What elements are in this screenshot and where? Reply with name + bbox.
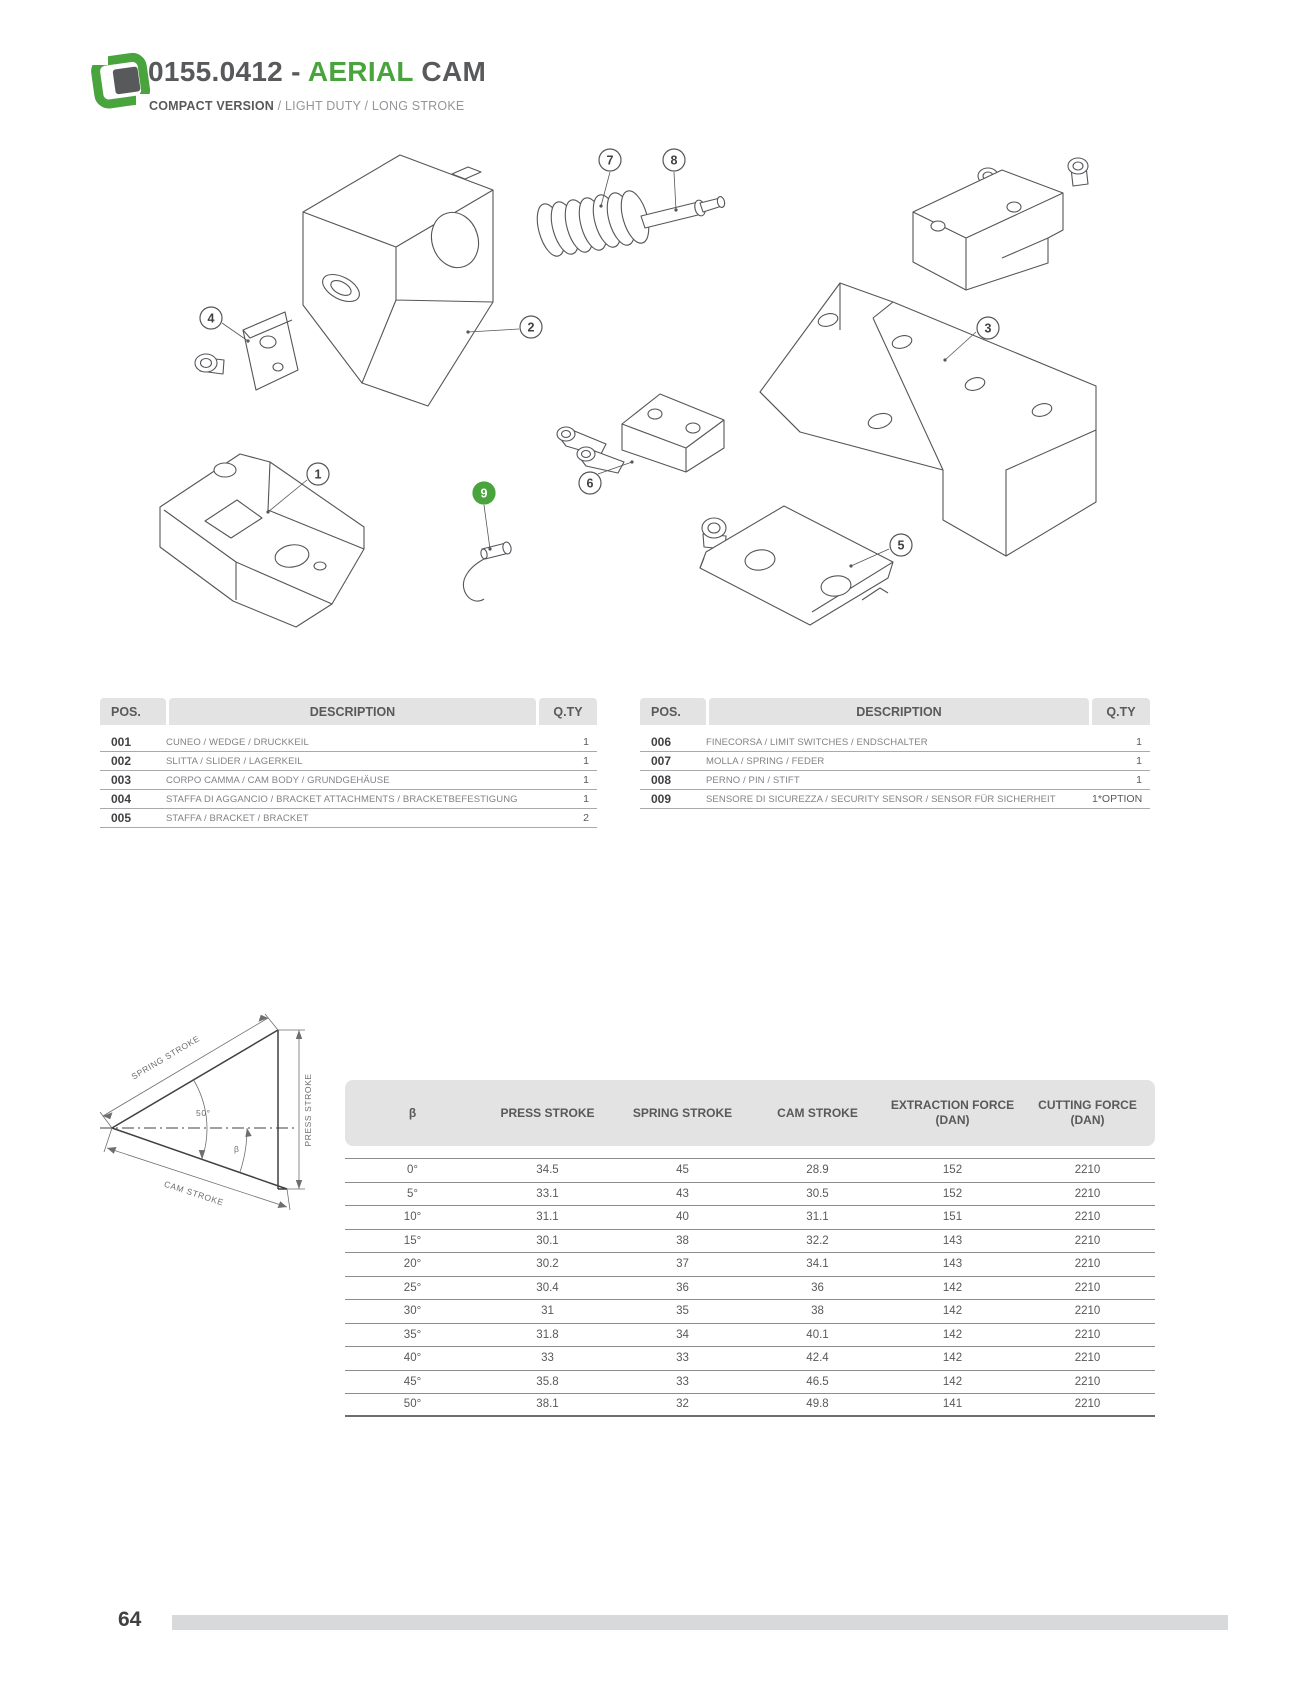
spec-column-header: [885, 1080, 1020, 1146]
col-header-qty: Q.TY: [539, 698, 597, 725]
balloon-2: [520, 316, 542, 338]
spec-press-stroke: 30.4: [536, 1281, 559, 1294]
part-pos: 002: [111, 754, 132, 768]
col-header-description: DESCRIPTION: [169, 698, 536, 725]
spec-column-label: CAM STROKE: [777, 1105, 858, 1120]
col-header-description: DESCRIPTION: [709, 698, 1089, 725]
spec-spring-stroke: 36: [676, 1281, 689, 1294]
page-title: [148, 56, 486, 88]
table-row: [640, 771, 1150, 790]
table-row: [100, 771, 597, 790]
spec-spring-stroke: 45: [676, 1164, 689, 1177]
part-description: MOLLA / SPRING / FEDER: [706, 755, 825, 767]
spec-cutting-force: 2210: [1074, 1398, 1101, 1411]
spec-table-row: [345, 1276, 1155, 1300]
spec-cutting-force: 2210: [1074, 1375, 1101, 1388]
spec-spring-stroke: 33: [676, 1375, 689, 1388]
parts-table-header: [640, 698, 1150, 725]
spec-press-stroke: 31.1: [536, 1211, 559, 1224]
spec-cam-stroke: 40.1: [806, 1328, 829, 1341]
spec-press-stroke: 30.1: [536, 1234, 559, 1247]
part-qty: 1: [583, 774, 589, 786]
product-code: 0155.0412 -: [148, 56, 308, 87]
part-description: PERNO / PIN / STIFT: [706, 774, 800, 786]
spec-spring-stroke: 35: [676, 1305, 689, 1318]
svg-text:CAM STROKE: CAM STROKE: [162, 1178, 226, 1208]
table-row: [100, 790, 597, 809]
spec-extraction-force: 141: [942, 1398, 963, 1411]
spec-angle: 25°: [403, 1281, 422, 1294]
spec-angle: 15°: [403, 1234, 422, 1247]
spec-column-label: EXTRACTION FORCE: [890, 1098, 1015, 1112]
spec-table-row: [345, 1205, 1155, 1229]
balloon-4: [200, 307, 222, 329]
spec-column-header: [345, 1080, 480, 1146]
part-pos: 001: [111, 735, 132, 749]
spec-cam-stroke: 49.8: [806, 1398, 829, 1411]
table-row: [100, 733, 597, 752]
part-pin: [641, 196, 726, 228]
parts-table-body: [100, 733, 597, 828]
balloon-6: [579, 472, 601, 494]
part-limit-switch-block: [557, 394, 724, 473]
svg-text:9: 9: [480, 486, 488, 501]
spec-cam-stroke: 36: [811, 1281, 824, 1294]
beta-arc: [234, 1127, 252, 1172]
spec-table-row: [345, 1370, 1155, 1394]
balloon-7: [599, 149, 621, 171]
spec-cutting-force: 2210: [1074, 1211, 1101, 1224]
spec-cutting-force: 2210: [1074, 1281, 1101, 1294]
spec-cam-stroke: 28.9: [806, 1164, 829, 1177]
spec-press-stroke: 31: [541, 1305, 554, 1318]
part-description: SENSORE DI SICUREZZA / SECURITY SENSOR / SENSOR FÜR SICHERHEIT: [706, 793, 1056, 805]
spec-cam-stroke: 38: [811, 1305, 824, 1318]
spec-extraction-force: 142: [942, 1305, 963, 1318]
svg-text:7: 7: [606, 153, 614, 168]
svg-text:8: 8: [670, 153, 678, 168]
footer-bar: [172, 1615, 1228, 1630]
spec-column-header: [480, 1080, 615, 1146]
spec-extraction-force: 142: [942, 1328, 963, 1341]
spec-table-row: [345, 1158, 1155, 1182]
spec-column-label: PRESS STROKE: [500, 1105, 595, 1120]
part-qty: 1: [1136, 755, 1142, 767]
part-pos: 009: [651, 792, 672, 806]
spec-column-label: β: [408, 1105, 417, 1120]
part-description: STAFFA DI AGGANCIO / BRACKET ATTACHMENTS / BRACKETBEFESTIGUNG: [166, 793, 518, 805]
part-description: CUNEO / WEDGE / DRUCKKEIL: [166, 736, 309, 748]
spec-extraction-force: 151: [942, 1211, 963, 1224]
spec-cutting-force: 2210: [1074, 1328, 1101, 1341]
spec-spring-stroke: 43: [676, 1187, 689, 1200]
spec-spring-stroke: 40: [676, 1211, 689, 1224]
part-description: STAFFA / BRACKET / BRACKET: [166, 812, 309, 824]
table-row: [100, 809, 597, 828]
spec-table-row: [345, 1182, 1155, 1206]
parts-table-right: [640, 698, 1150, 809]
page-number: 64: [118, 1608, 142, 1631]
table-row: [640, 752, 1150, 771]
svg-text:50°: 50°: [196, 1108, 211, 1118]
part-description: SLITTA / SLIDER / LAGERKEIL: [166, 755, 303, 767]
spec-press-stroke: 38.1: [536, 1398, 559, 1411]
spring-stroke-dimension: [100, 1014, 278, 1128]
svg-text:β: β: [234, 1144, 240, 1154]
brand-logo-icon: [90, 50, 154, 112]
spec-cam-stroke: 34.1: [806, 1258, 829, 1271]
table-row: [640, 733, 1150, 752]
angle-50-arc: [193, 1079, 211, 1159]
spec-extraction-force: 142: [942, 1281, 963, 1294]
spec-column-unit: (DAN): [1070, 1113, 1105, 1127]
spec-table-row: [345, 1393, 1155, 1417]
spec-spring-stroke: 38: [676, 1234, 689, 1247]
cam-stroke-dimension: [104, 1128, 290, 1210]
balloon-1: [307, 463, 329, 485]
part-description: CORPO CAMMA / CAM BODY / GRUNDGEHÄUSE: [166, 774, 390, 786]
spec-cutting-force: 2210: [1074, 1187, 1101, 1200]
part-description: FINECORSA / LIMIT SWITCHES / ENDSCHALTER: [706, 736, 928, 748]
balloon-5: [890, 534, 912, 556]
spec-press-stroke: 30.2: [536, 1258, 559, 1271]
spec-extraction-force: 143: [942, 1234, 963, 1247]
col-header-pos: POS.: [640, 698, 706, 725]
spec-column-header: [1020, 1080, 1155, 1146]
spec-press-stroke: 34.5: [536, 1164, 559, 1177]
part-bracket-plate: [700, 506, 893, 625]
part-qty: 1: [583, 755, 589, 767]
spec-spring-stroke: 37: [676, 1258, 689, 1271]
spec-column-header: [750, 1080, 885, 1146]
spec-table-row: [345, 1346, 1155, 1370]
spec-extraction-force: 142: [942, 1352, 963, 1365]
page-subtitle: [149, 99, 464, 113]
spec-cutting-force: 2210: [1074, 1352, 1101, 1365]
stroke-angle-diagram: [95, 1012, 345, 1232]
part-cam-body: [303, 155, 493, 406]
spec-press-stroke: 33: [541, 1352, 554, 1365]
svg-text:PRESS STROKE: PRESS STROKE: [303, 1073, 313, 1147]
spec-spring-stroke: 32: [676, 1398, 689, 1411]
svg-text:2: 2: [527, 320, 535, 335]
table-row: [640, 790, 1150, 809]
part-sensor: [463, 541, 512, 601]
spec-angle: 40°: [403, 1352, 422, 1365]
col-header-pos: POS.: [100, 698, 166, 725]
spec-table-row: [345, 1229, 1155, 1253]
spec-extraction-force: 142: [942, 1375, 963, 1388]
spec-table: [345, 1080, 1155, 1417]
spec-cutting-force: 2210: [1074, 1305, 1101, 1318]
spec-cutting-force: 2210: [1074, 1258, 1101, 1271]
spec-angle: 45°: [403, 1375, 422, 1388]
spec-extraction-force: 143: [942, 1258, 963, 1271]
part-pos: 006: [651, 735, 672, 749]
parts-table-body: [640, 733, 1150, 809]
spec-cam-stroke: 31.1: [806, 1211, 829, 1224]
spec-table-row: [345, 1299, 1155, 1323]
subtitle-version: COMPACT VERSION: [149, 99, 274, 113]
svg-text:6: 6: [586, 476, 594, 491]
part-spring: [532, 188, 654, 260]
spec-table-row: [345, 1252, 1155, 1276]
press-stroke-dimension: [278, 1030, 313, 1189]
part-qty: 2: [583, 812, 589, 824]
table-row: [100, 752, 597, 771]
spec-cam-stroke: 46.5: [806, 1375, 829, 1388]
spec-angle: 20°: [403, 1258, 422, 1271]
product-name-accent: AERIAL: [307, 56, 422, 87]
part-pos: 007: [651, 754, 672, 768]
balloon-9-highlighted: [473, 482, 495, 504]
spec-angle: 30°: [403, 1305, 422, 1318]
spec-table-body: [345, 1158, 1155, 1417]
balloon-3: [977, 317, 999, 339]
spec-column-unit: (DAN): [935, 1113, 970, 1127]
part-pos: 003: [111, 773, 132, 787]
spec-cutting-force: 2210: [1074, 1234, 1101, 1247]
spec-table-header: [345, 1080, 1155, 1146]
spec-angle: 10°: [403, 1211, 422, 1224]
svg-text:3: 3: [984, 321, 992, 336]
parts-table-header: [100, 698, 597, 725]
part-qty: 1: [583, 736, 589, 748]
subtitle-duty: / LIGHT DUTY / LONG STROKE: [274, 99, 465, 113]
part-pos: 008: [651, 773, 672, 787]
spec-column-header: [615, 1080, 750, 1146]
spec-cam-stroke: 42.4: [806, 1352, 829, 1365]
spec-extraction-force: 152: [942, 1187, 963, 1200]
part-pos: 004: [111, 792, 132, 806]
part-qty: 1: [583, 793, 589, 805]
svg-text:1: 1: [314, 467, 322, 482]
parts-table-left: [100, 698, 597, 828]
part-qty: 1: [1136, 774, 1142, 786]
spec-cam-stroke: 32.2: [806, 1234, 829, 1247]
part-pos: 005: [111, 811, 132, 825]
spec-column-label: CUTTING FORCE: [1038, 1098, 1137, 1112]
spec-spring-stroke: 33: [676, 1352, 689, 1365]
part-qty: 1*OPTION: [1092, 793, 1143, 805]
part-slider: [160, 454, 364, 627]
spec-spring-stroke: 34: [676, 1328, 689, 1341]
spec-extraction-force: 152: [942, 1164, 963, 1177]
spec-angle: 50°: [403, 1398, 422, 1411]
spec-cutting-force: 2210: [1074, 1164, 1101, 1177]
svg-text:SPRING STROKE: SPRING STROKE: [129, 1033, 202, 1082]
spec-table-row: [345, 1323, 1155, 1347]
spec-angle: 5°: [407, 1187, 418, 1200]
spec-cam-stroke: 30.5: [806, 1187, 829, 1200]
spec-column-label: SPRING STROKE: [632, 1105, 733, 1120]
spec-press-stroke: 31.8: [536, 1328, 559, 1341]
part-bracket-large: [760, 283, 1096, 556]
spec-angle: 0°: [407, 1164, 418, 1177]
part-qty: 1: [1136, 736, 1142, 748]
spec-press-stroke: 33.1: [536, 1187, 559, 1200]
col-header-qty: Q.TY: [1092, 698, 1150, 725]
svg-text:4: 4: [207, 311, 215, 326]
svg-text:5: 5: [897, 538, 905, 553]
balloon-8: [663, 149, 685, 171]
spec-press-stroke: 35.8: [536, 1375, 559, 1388]
part-bracket-top: [913, 170, 1063, 290]
exploded-view-drawing: [90, 130, 1210, 660]
spec-angle: 35°: [403, 1328, 422, 1341]
product-name: CAM: [421, 56, 487, 87]
